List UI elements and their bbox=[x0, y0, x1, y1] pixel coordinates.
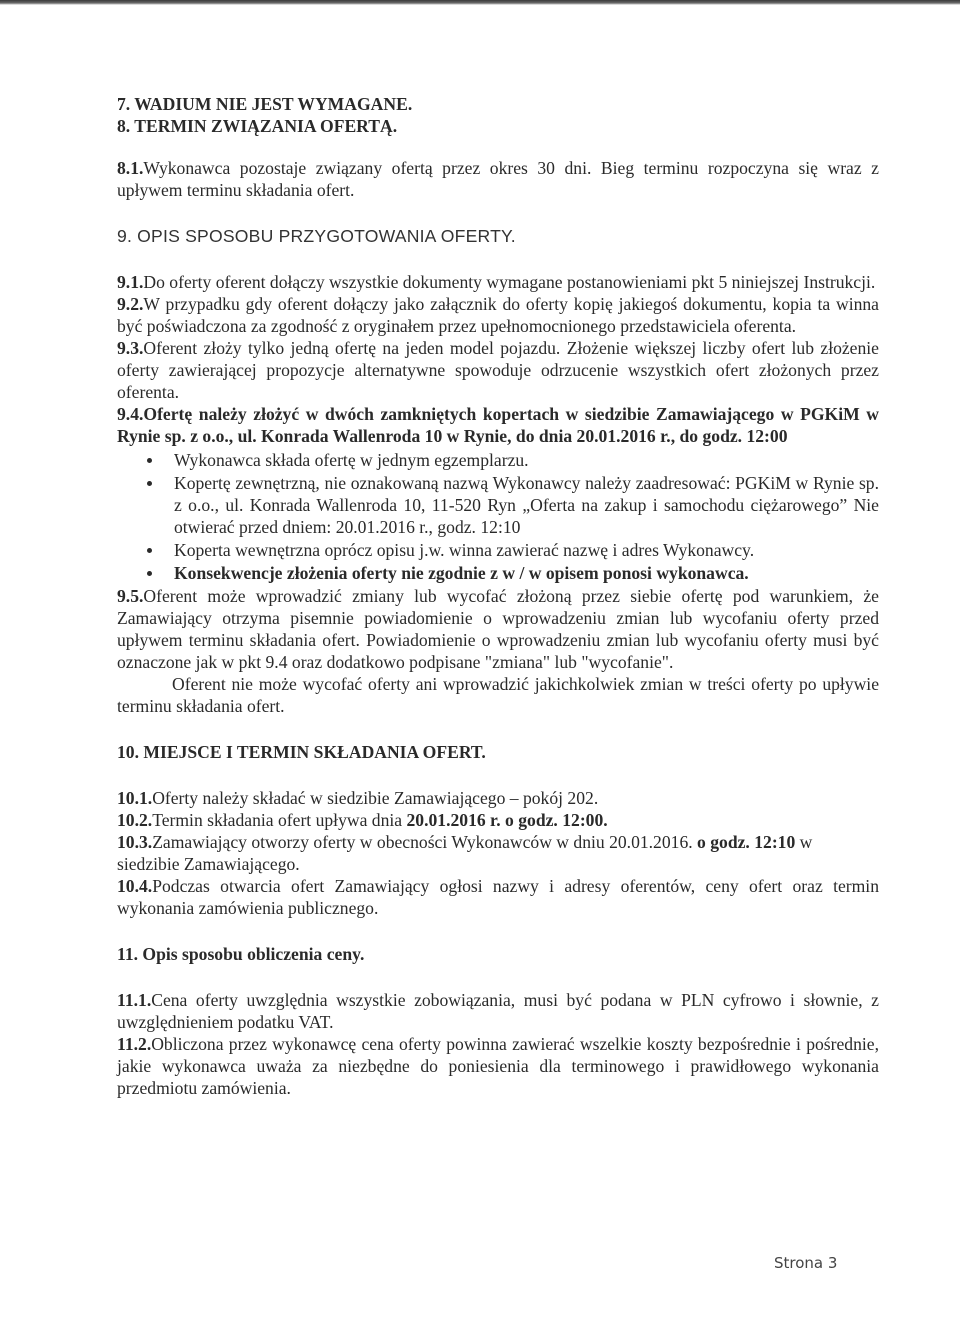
paragraph-10-1 bbox=[117, 787, 879, 809]
paragraph-number: 11.2. bbox=[117, 1034, 152, 1054]
paragraph-text: Oferent może wprowadzić zmiany lub wycofać złożoną przez siebie ofertę pod warunkiem, że Zamawiający otrzyma pisemnie powiadomienie o wprowadzeniu zmian lub wycofaniu oferty przed upływem terminu składania ofert. Powiadomienie o wprowadzeniu zmian lub wycofaniu oferty musi być oznaczone jak w pkt 9.4 oraz dodatkowo podpisane "zmiana" lub "wycofanie". bbox=[117, 586, 879, 672]
paragraph-text: Ofertę należy złożyć w dwóch zamkniętych kopertach w siedzibie Zamawiającego w PGKiM w Rynie sp. z o.o., ul. Konrada Wallenroda 10 w Rynie, do dnia 20.01.2016 r., do godz. 12:00 bbox=[117, 404, 879, 446]
paragraph-text: Cena oferty uwzględnia wszystkie zobowiązania, musi być podana w PLN cyfrowo i słownie, z uwzględnieniem podatku VAT. bbox=[117, 990, 879, 1032]
list-item: Kopertę zewnętrzną, nie oznakowaną nazwą Wykonawcy należy zaadresować: PGKiM w Rynie sp. z o.o., ul. Konrada Wallenroda 10, 11-520 Ryn „Oferta na zakup i samochodu ciężarowego” Nie otwierać przed dniem: 20.01.2016 r., godz. 12:10 bbox=[117, 472, 879, 538]
paragraph-number: 8.1. bbox=[117, 158, 144, 178]
section-8-heading: 8. TERMIN ZWIĄZANIA OFERTĄ. bbox=[117, 116, 398, 136]
paragraph-number: 9.3. bbox=[117, 338, 144, 358]
paragraph-10-4 bbox=[117, 875, 879, 919]
paragraph-text: Termin składania ofert upływa dnia bbox=[152, 810, 407, 830]
section-7-heading: 7. WADIUM NIE JEST WYMAGANE. bbox=[117, 94, 413, 114]
document-page bbox=[117, 93, 879, 1099]
page-number: Strona 3 bbox=[774, 1254, 838, 1272]
paragraph-text: W przypadku gdy oferent dołączy jako załącznik do oferty kopię jakiegoś dokumentu, kopia ta winna być poświadczona za zgodność z oryginałem przez upełnomocnionego przedstawiciela oferenta. bbox=[117, 294, 879, 336]
bullet-icon bbox=[147, 458, 152, 463]
paragraph-number: 10.3. bbox=[117, 832, 153, 852]
paragraph-number: 9.4. bbox=[117, 404, 144, 424]
paragraph-number: 9.5. bbox=[117, 586, 144, 606]
paragraph-number: 11.1. bbox=[117, 990, 152, 1010]
paragraph-9-3 bbox=[117, 337, 879, 403]
list-item: Koperta wewnętrzna oprócz opisu j.w. winna zawierać nazwę i adres Wykonawcy. bbox=[117, 539, 879, 561]
list-item: Wykonawca składa ofertę w jednym egzemplarzu. bbox=[117, 449, 879, 471]
paragraph-10-3: 10.3.Zamawiający otworzy oferty w obecności Wykonawców w dniu 20.01.2016. o godz. 12:10 w siedzibie Zamawiającego. bbox=[117, 832, 813, 874]
paragraph-number: 9.2. bbox=[117, 294, 144, 314]
paragraph-9-5-continued: Oferent nie może wycofać oferty ani wprowadzić jakichkolwiek zmian w treści oferty po upływie terminu składania ofert. bbox=[117, 674, 879, 716]
section-10-heading: 10. MIEJSCE I TERMIN SKŁADANIA OFERT. bbox=[117, 742, 486, 762]
paragraph-11-1 bbox=[117, 989, 879, 1033]
paragraph-text: Podczas otwarcia ofert Zamawiający ogłosi nazwy i adresy oferentów, ceny ofert oraz termin wykonania zamówienia publicznego. bbox=[117, 876, 879, 918]
bullet-icon bbox=[147, 481, 152, 486]
paragraph-number: 10.4. bbox=[117, 876, 153, 896]
list-item-consequences: Konsekwencje złożenia oferty nie zgodnie z w / w opisem ponosi wykonawca. bbox=[117, 562, 879, 584]
opening-time-text: o godz. 12:10 bbox=[697, 832, 796, 852]
bullet-icon bbox=[147, 571, 152, 576]
deadline-text: 20.01.2016 r. o godz. 12:00. bbox=[406, 810, 608, 830]
paragraph-number: 10.1. bbox=[117, 788, 153, 808]
paragraph-9-4 bbox=[117, 403, 879, 447]
paragraph-11-2 bbox=[117, 1033, 879, 1099]
paragraph-number: 9.1. bbox=[117, 272, 144, 292]
envelope-instructions-list bbox=[117, 449, 879, 584]
paragraph-text: Obliczona przez wykonawcę cena oferty powinna zawierać wszelkie koszty bezpośrednie i pośrednie, jakie wykonawca uważa za niezbędne do poniesienia dla terminowego i prawidłowego wykonania przedmiotu zamówienia. bbox=[117, 1034, 879, 1098]
paragraph-text: Wykonawca pozostaje związany ofertą przez okres 30 dni. Bieg terminu rozpoczyna się wraz z upływem terminu składania ofert. bbox=[117, 158, 879, 200]
paragraph-10-2 bbox=[117, 809, 879, 831]
bullet-icon bbox=[147, 548, 152, 553]
section-9-heading: 9. OPIS SPOSOBU PRZYGOTOWANIA OFERTY. bbox=[117, 226, 516, 246]
paragraph-number: 10.2. bbox=[117, 810, 153, 830]
paragraph-9-5 bbox=[117, 585, 879, 673]
paragraph-9-2 bbox=[117, 293, 879, 337]
section-11-heading: 11. Opis sposobu obliczenia ceny. bbox=[117, 944, 365, 964]
paragraph-text: Do oferty oferent dołączy wszystkie dokumenty wymagane postanowieniami pkt 5 niniejszej Instrukcji. bbox=[143, 272, 876, 292]
paragraph-8-1 bbox=[117, 157, 879, 201]
scan-top-edge bbox=[0, 0, 960, 5]
paragraph-text: Oferty należy składać w siedzibie Zamawiającego – pokój 202. bbox=[152, 788, 599, 808]
paragraph-text: Zamawiający otworzy oferty w obecności Wykonawców w dniu 20.01.2016. bbox=[152, 832, 698, 852]
paragraph-9-1 bbox=[117, 271, 879, 293]
paragraph-text: Oferent złoży tylko jedną ofertę na jeden model pojazdu. Złożenie większej liczby ofert lub złożenie oferty zawierającej propozycje alternatywne spowoduje odrzucenie wszystkich ofert złożonych przez oferenta. bbox=[117, 338, 879, 402]
